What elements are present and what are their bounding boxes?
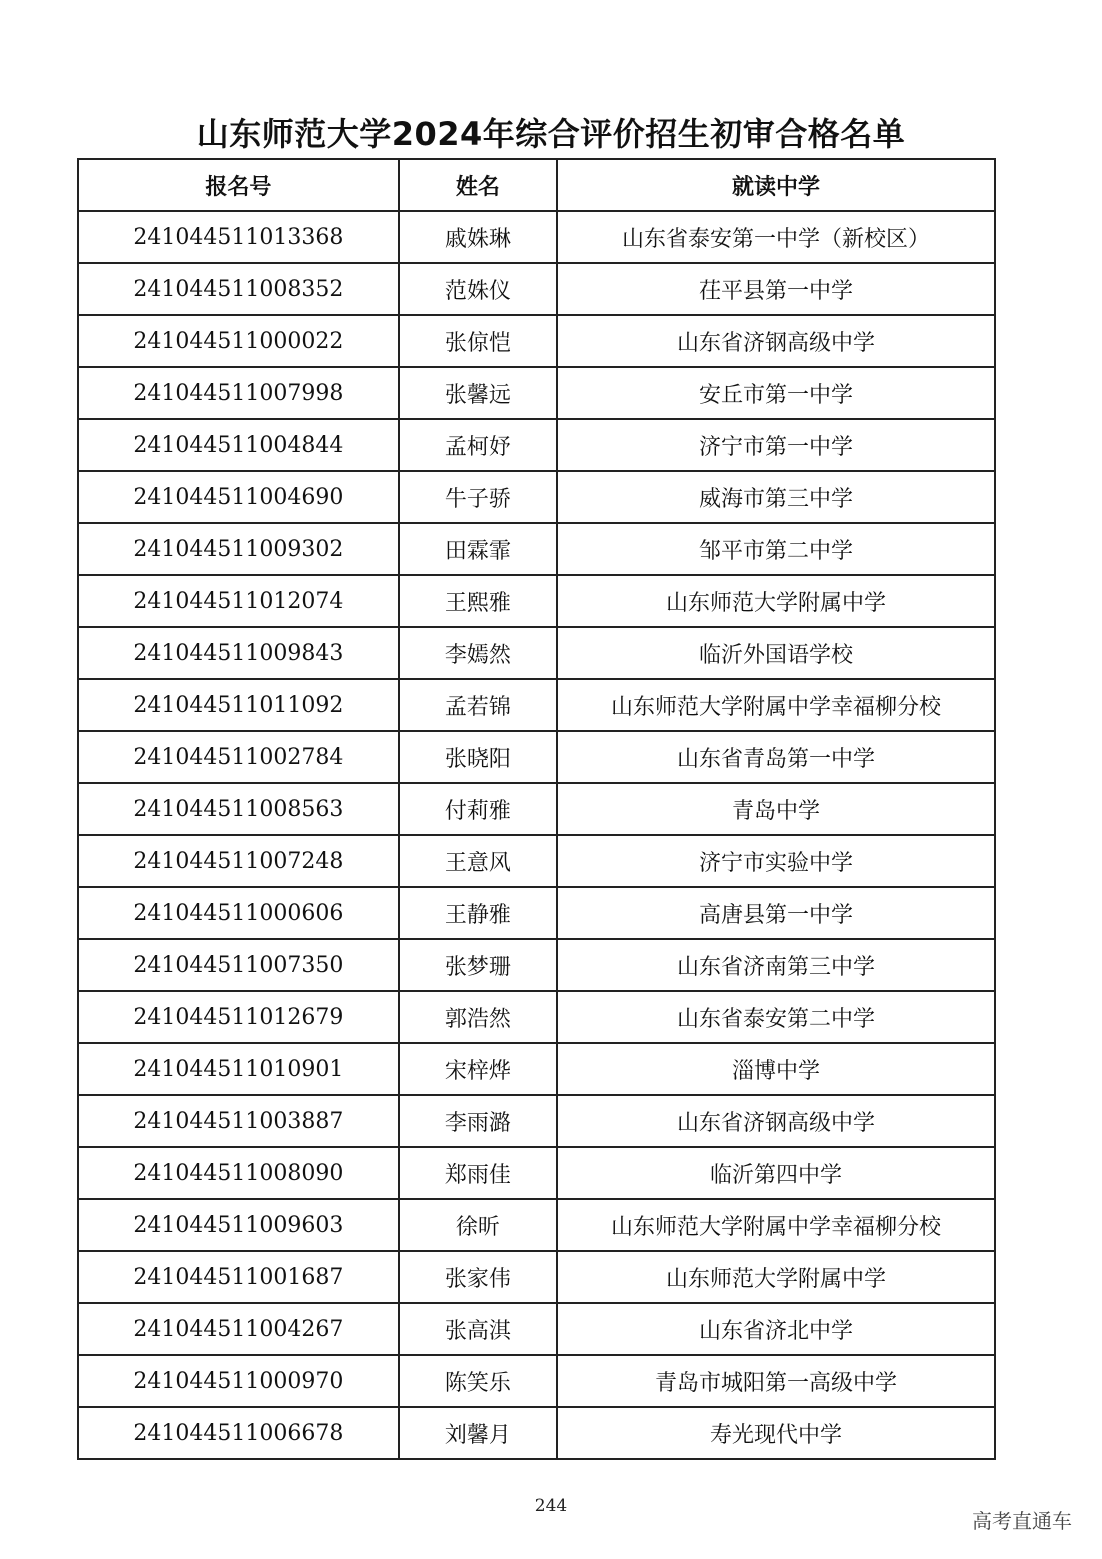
table-row [78,523,995,575]
table-row [78,783,995,835]
school-cell: 山东省济南第三中学 [557,939,995,991]
student-name-cell: 王意风 [399,835,557,887]
school-cell: 山东省济钢高级中学 [557,1095,995,1147]
student-name-cell: 张高淇 [399,1303,557,1355]
table-header-row [78,159,995,211]
student-name-cell: 徐昕 [399,1199,557,1251]
school-cell: 青岛中学 [557,783,995,835]
qualified-list-table [77,158,996,1460]
school-cell: 青岛市城阳第一高级中学 [557,1355,995,1407]
school-cell: 济宁市第一中学 [557,419,995,471]
school-cell: 山东省泰安第一中学（新校区） [557,211,995,263]
table-row [78,211,995,263]
school-cell: 山东省济北中学 [557,1303,995,1355]
school-cell: 山东省泰安第二中学 [557,991,995,1043]
student-name-cell: 郑雨佳 [399,1147,557,1199]
registration-number-cell: 241044511010901 [78,1043,399,1095]
document-title: 山东师范大学2024年综合评价招生初审合格名单 [196,115,906,153]
student-name-cell: 王熙雅 [399,575,557,627]
student-name-cell: 刘馨月 [399,1407,557,1459]
student-name-cell: 戚姝琳 [399,211,557,263]
registration-number-cell: 241044511011092 [78,679,399,731]
student-name-cell: 张晓阳 [399,731,557,783]
student-name-cell: 付莉雅 [399,783,557,835]
header-name: 姓名 [399,159,557,211]
table-body [78,211,995,1459]
school-cell: 济宁市实验中学 [557,835,995,887]
student-name-cell: 张家伟 [399,1251,557,1303]
school-cell: 邹平市第二中学 [557,523,995,575]
school-cell: 威海市第三中学 [557,471,995,523]
registration-number-cell: 241044511006678 [78,1407,399,1459]
student-name-cell: 范姝仪 [399,263,557,315]
table-row [78,679,995,731]
registration-number-cell: 241044511007248 [78,835,399,887]
registration-number-cell: 241044511009843 [78,627,399,679]
registration-number-cell: 241044511008352 [78,263,399,315]
table-row [78,627,995,679]
table-row [78,1199,995,1251]
registration-number-cell: 241044511009302 [78,523,399,575]
school-cell: 山东师范大学附属中学 [557,575,995,627]
table-row [78,1407,995,1459]
table-row [78,315,995,367]
registration-number-cell: 241044511008563 [78,783,399,835]
student-name-cell: 田霖霏 [399,523,557,575]
school-cell: 山东师范大学附属中学 [557,1251,995,1303]
school-cell: 山东省济钢高级中学 [557,315,995,367]
header-school: 就读中学 [557,159,995,211]
registration-number-cell: 241044511002784 [78,731,399,783]
registration-number-cell: 241044511013368 [78,211,399,263]
registration-number-cell: 241044511004690 [78,471,399,523]
student-name-cell: 李雨潞 [399,1095,557,1147]
school-cell: 山东师范大学附属中学幸福柳分校 [557,1199,995,1251]
page-number: 244 [534,1496,568,1516]
school-cell: 山东省青岛第一中学 [557,731,995,783]
registration-number-cell: 241044511004267 [78,1303,399,1355]
student-name-cell: 张倞恺 [399,315,557,367]
student-name-cell: 王静雅 [399,887,557,939]
school-cell: 山东师范大学附属中学幸福柳分校 [557,679,995,731]
table-row [78,1303,995,1355]
registration-number-cell: 241044511001687 [78,1251,399,1303]
table-row [78,835,995,887]
registration-number-cell: 241044511004844 [78,419,399,471]
header-registration-number: 报名号 [78,159,399,211]
registration-number-cell: 241044511000970 [78,1355,399,1407]
table-row [78,1043,995,1095]
school-cell: 临沂第四中学 [557,1147,995,1199]
school-cell: 高唐县第一中学 [557,887,995,939]
school-cell: 临沂外国语学校 [557,627,995,679]
school-cell: 淄博中学 [557,1043,995,1095]
school-cell: 安丘市第一中学 [557,367,995,419]
student-name-cell: 陈笑乐 [399,1355,557,1407]
table-row [78,1355,995,1407]
table-row [78,575,995,627]
table-row [78,939,995,991]
student-name-cell: 李嫣然 [399,627,557,679]
table-row [78,991,995,1043]
student-name-cell: 郭浩然 [399,991,557,1043]
student-name-cell: 张馨远 [399,367,557,419]
student-name-cell: 孟若锦 [399,679,557,731]
table-row [78,263,995,315]
school-cell: 茌平县第一中学 [557,263,995,315]
table-row [78,731,995,783]
table-row [78,1095,995,1147]
student-name-cell: 孟柯妤 [399,419,557,471]
student-name-cell: 牛子骄 [399,471,557,523]
table-row [78,1147,995,1199]
school-cell: 寿光现代中学 [557,1407,995,1459]
registration-number-cell: 241044511000606 [78,887,399,939]
registration-number-cell: 241044511003887 [78,1095,399,1147]
registration-number-cell: 241044511012074 [78,575,399,627]
student-name-cell: 宋梓烨 [399,1043,557,1095]
table-row [78,419,995,471]
watermark-text: 高考直通车 [972,1509,1072,1533]
table-row [78,1251,995,1303]
registration-number-cell: 241044511007350 [78,939,399,991]
student-name-cell: 张梦珊 [399,939,557,991]
table-row [78,471,995,523]
registration-number-cell: 241044511009603 [78,1199,399,1251]
registration-number-cell: 241044511000022 [78,315,399,367]
registration-number-cell: 241044511008090 [78,1147,399,1199]
table-row [78,367,995,419]
registration-number-cell: 241044511012679 [78,991,399,1043]
table-row [78,887,995,939]
registration-number-cell: 241044511007998 [78,367,399,419]
